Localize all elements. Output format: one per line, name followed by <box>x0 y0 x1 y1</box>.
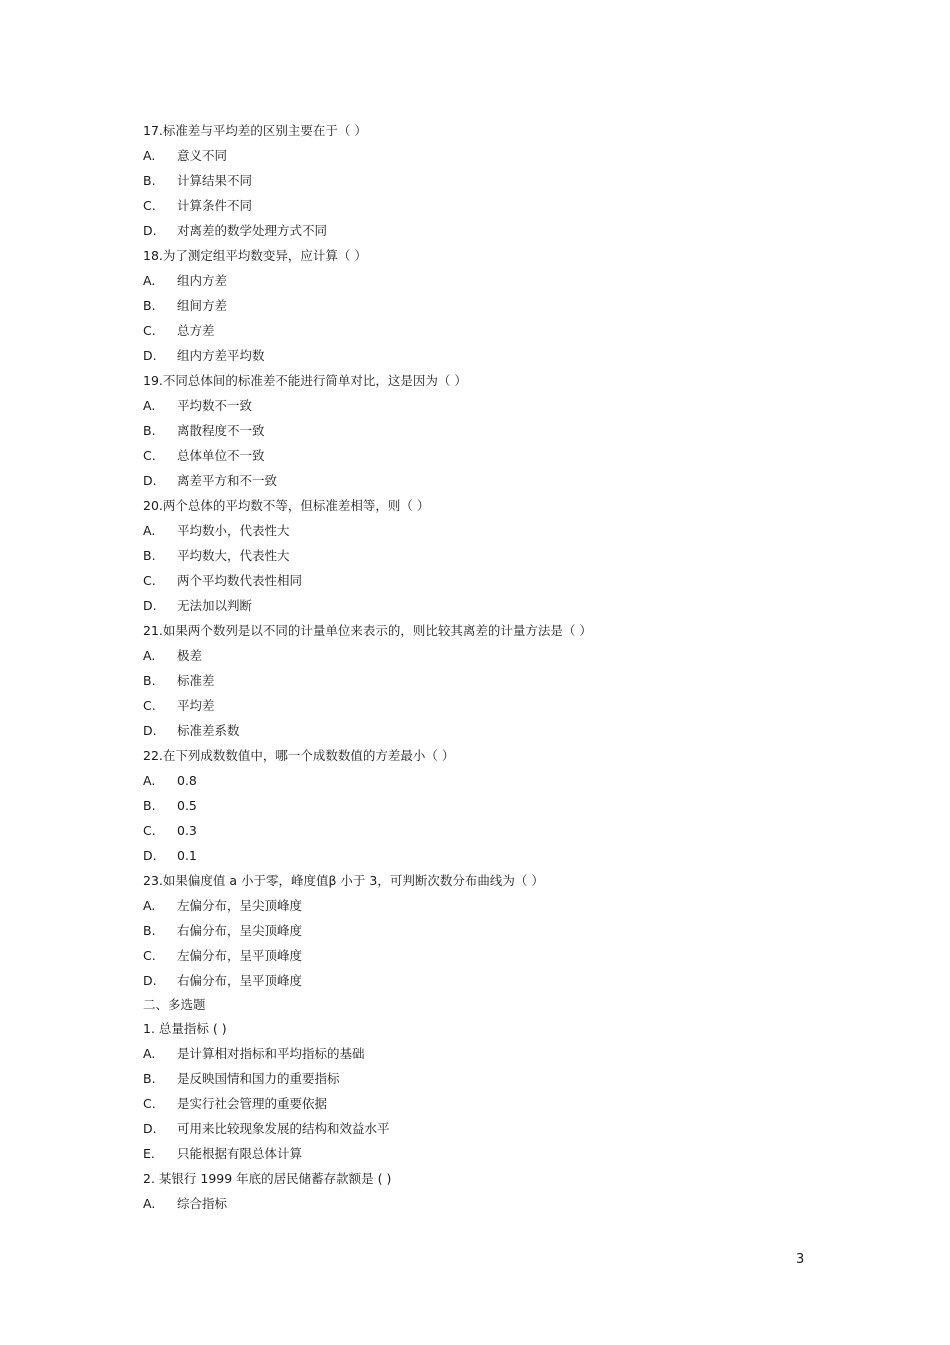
option-text: 平均数不一致 <box>177 398 253 413</box>
answer-option <box>143 418 843 443</box>
option-letter: C. <box>143 323 156 338</box>
option-letter: D. <box>143 473 157 488</box>
answer-option <box>143 893 843 918</box>
answer-option <box>143 693 843 718</box>
option-letter: A. <box>143 648 156 663</box>
option-letter: D. <box>143 848 157 863</box>
option-text: 组内方差 <box>177 273 228 288</box>
question-stem: 2. 某银行 1999 年底的居民储蓄存款额是 ( ) <box>143 1171 392 1186</box>
answer-option <box>143 1041 843 1066</box>
option-text: 极差 <box>177 648 203 663</box>
option-text: 标准差系数 <box>177 723 240 738</box>
option-text: 是实行社会管理的重要依据 <box>177 1096 328 1111</box>
answer-option <box>143 543 843 568</box>
option-letter: B. <box>143 173 156 188</box>
answer-option <box>143 168 843 193</box>
section-heading: 二、多选题 <box>143 997 206 1012</box>
option-letter: A. <box>143 398 156 413</box>
question-stem: 22.在下列成数数值中，哪一个成数数值的方差最小（ ） <box>143 748 455 763</box>
option-letter: B. <box>143 798 156 813</box>
option-text: 总体单位不一致 <box>177 448 265 463</box>
option-letter: C. <box>143 198 156 213</box>
option-text: 离差平方和不一致 <box>177 473 278 488</box>
option-text: 0.1 <box>177 848 197 863</box>
option-text: 标准差 <box>177 673 215 688</box>
answer-option <box>143 343 843 368</box>
option-text: 平均数小，代表性大 <box>177 523 290 538</box>
question-stem: 17.标准差与平均差的区别主要在于（ ） <box>143 123 367 138</box>
option-letter: D. <box>143 223 157 238</box>
option-text: 离散程度不一致 <box>177 423 265 438</box>
answer-option <box>143 143 843 168</box>
answer-option <box>143 643 843 668</box>
answer-option <box>143 843 843 868</box>
option-letter: D. <box>143 1121 157 1136</box>
option-text: 0.3 <box>177 823 197 838</box>
answer-option <box>143 568 843 593</box>
option-text: 是反映国情和国力的重要指标 <box>177 1071 340 1086</box>
question-stem: 20.两个总体的平均数不等，但标准差相等，则（ ） <box>143 498 430 513</box>
option-letter: C. <box>143 948 156 963</box>
option-letter: A. <box>143 898 156 913</box>
option-text: 意义不同 <box>177 148 228 163</box>
question-stem: 23.如果偏度值 a 小于零，峰度值β 小于 3，可判断次数分布曲线为（ ） <box>143 873 544 888</box>
option-letter: B. <box>143 548 156 563</box>
answer-option <box>143 393 843 418</box>
option-text: 0.8 <box>177 773 197 788</box>
option-text: 是计算相对指标和平均指标的基础 <box>177 1046 365 1061</box>
option-letter: A. <box>143 1196 156 1211</box>
question-stem: 1. 总量指标 ( ) <box>143 1021 227 1036</box>
option-letter: C. <box>143 448 156 463</box>
option-text: 两个平均数代表性相同 <box>177 573 303 588</box>
option-letter: A. <box>143 523 156 538</box>
answer-option <box>143 468 843 493</box>
option-letter: C. <box>143 698 156 713</box>
option-text: 只能根据有限总体计算 <box>177 1146 303 1161</box>
answer-option <box>143 1066 843 1091</box>
option-text: 对离差的数学处理方式不同 <box>177 223 328 238</box>
answer-option <box>143 918 843 943</box>
question-stem: 19.不同总体间的标准差不能进行简单对比，这是因为（ ） <box>143 373 467 388</box>
answer-option <box>143 818 843 843</box>
option-text: 计算条件不同 <box>177 198 253 213</box>
answer-option <box>143 443 843 468</box>
answer-option <box>143 668 843 693</box>
answer-option <box>143 518 843 543</box>
option-letter: B. <box>143 1071 156 1086</box>
answer-option <box>143 1091 843 1116</box>
content-column <box>143 118 843 1216</box>
option-letter: D. <box>143 973 157 988</box>
answer-option <box>143 943 843 968</box>
answer-option <box>143 1141 843 1166</box>
answer-option <box>143 593 843 618</box>
option-text: 可用来比较现象发展的结构和效益水平 <box>177 1121 390 1136</box>
option-letter: A. <box>143 773 156 788</box>
option-text: 组间方差 <box>177 298 228 313</box>
option-letter: B. <box>143 673 156 688</box>
option-letter: D. <box>143 723 157 738</box>
option-letter: B. <box>143 423 156 438</box>
option-text: 总方差 <box>177 323 215 338</box>
option-letter: D. <box>143 598 157 613</box>
answer-option <box>143 318 843 343</box>
option-text: 平均数大，代表性大 <box>177 548 290 563</box>
option-text: 无法加以判断 <box>177 598 253 613</box>
page-number: 3 <box>796 1252 805 1267</box>
option-text: 综合指标 <box>177 1196 228 1211</box>
answer-option <box>143 793 843 818</box>
answer-option <box>143 1191 843 1216</box>
answer-option <box>143 293 843 318</box>
option-letter: C. <box>143 1096 156 1111</box>
option-text: 平均差 <box>177 698 215 713</box>
option-text: 组内方差平均数 <box>177 348 265 363</box>
answer-option <box>143 768 843 793</box>
option-text: 右偏分布，呈平顶峰度 <box>177 973 303 988</box>
question-stem: 18.为了测定组平均数变异，应计算（ ） <box>143 248 367 263</box>
option-letter: B. <box>143 923 156 938</box>
option-letter: C. <box>143 823 156 838</box>
answer-option <box>143 193 843 218</box>
answer-option <box>143 718 843 743</box>
answer-option <box>143 268 843 293</box>
option-letter: B. <box>143 298 156 313</box>
option-text: 0.5 <box>177 798 197 813</box>
option-letter: E. <box>143 1146 155 1161</box>
option-letter: A. <box>143 148 156 163</box>
option-letter: D. <box>143 348 157 363</box>
option-letter: A. <box>143 1046 156 1061</box>
option-letter: C. <box>143 573 156 588</box>
option-text: 左偏分布，呈平顶峰度 <box>177 948 303 963</box>
question-stem: 21.如果两个数列是以不同的计量单位来表示的，则比较其离差的计量方法是（ ） <box>143 623 592 638</box>
option-letter: A. <box>143 273 156 288</box>
option-text: 左偏分布，呈尖顶峰度 <box>177 898 303 913</box>
answer-option <box>143 218 843 243</box>
answer-option <box>143 1116 843 1141</box>
option-text: 右偏分布，呈尖顶峰度 <box>177 923 303 938</box>
answer-option <box>143 968 843 993</box>
option-text: 计算结果不同 <box>177 173 253 188</box>
